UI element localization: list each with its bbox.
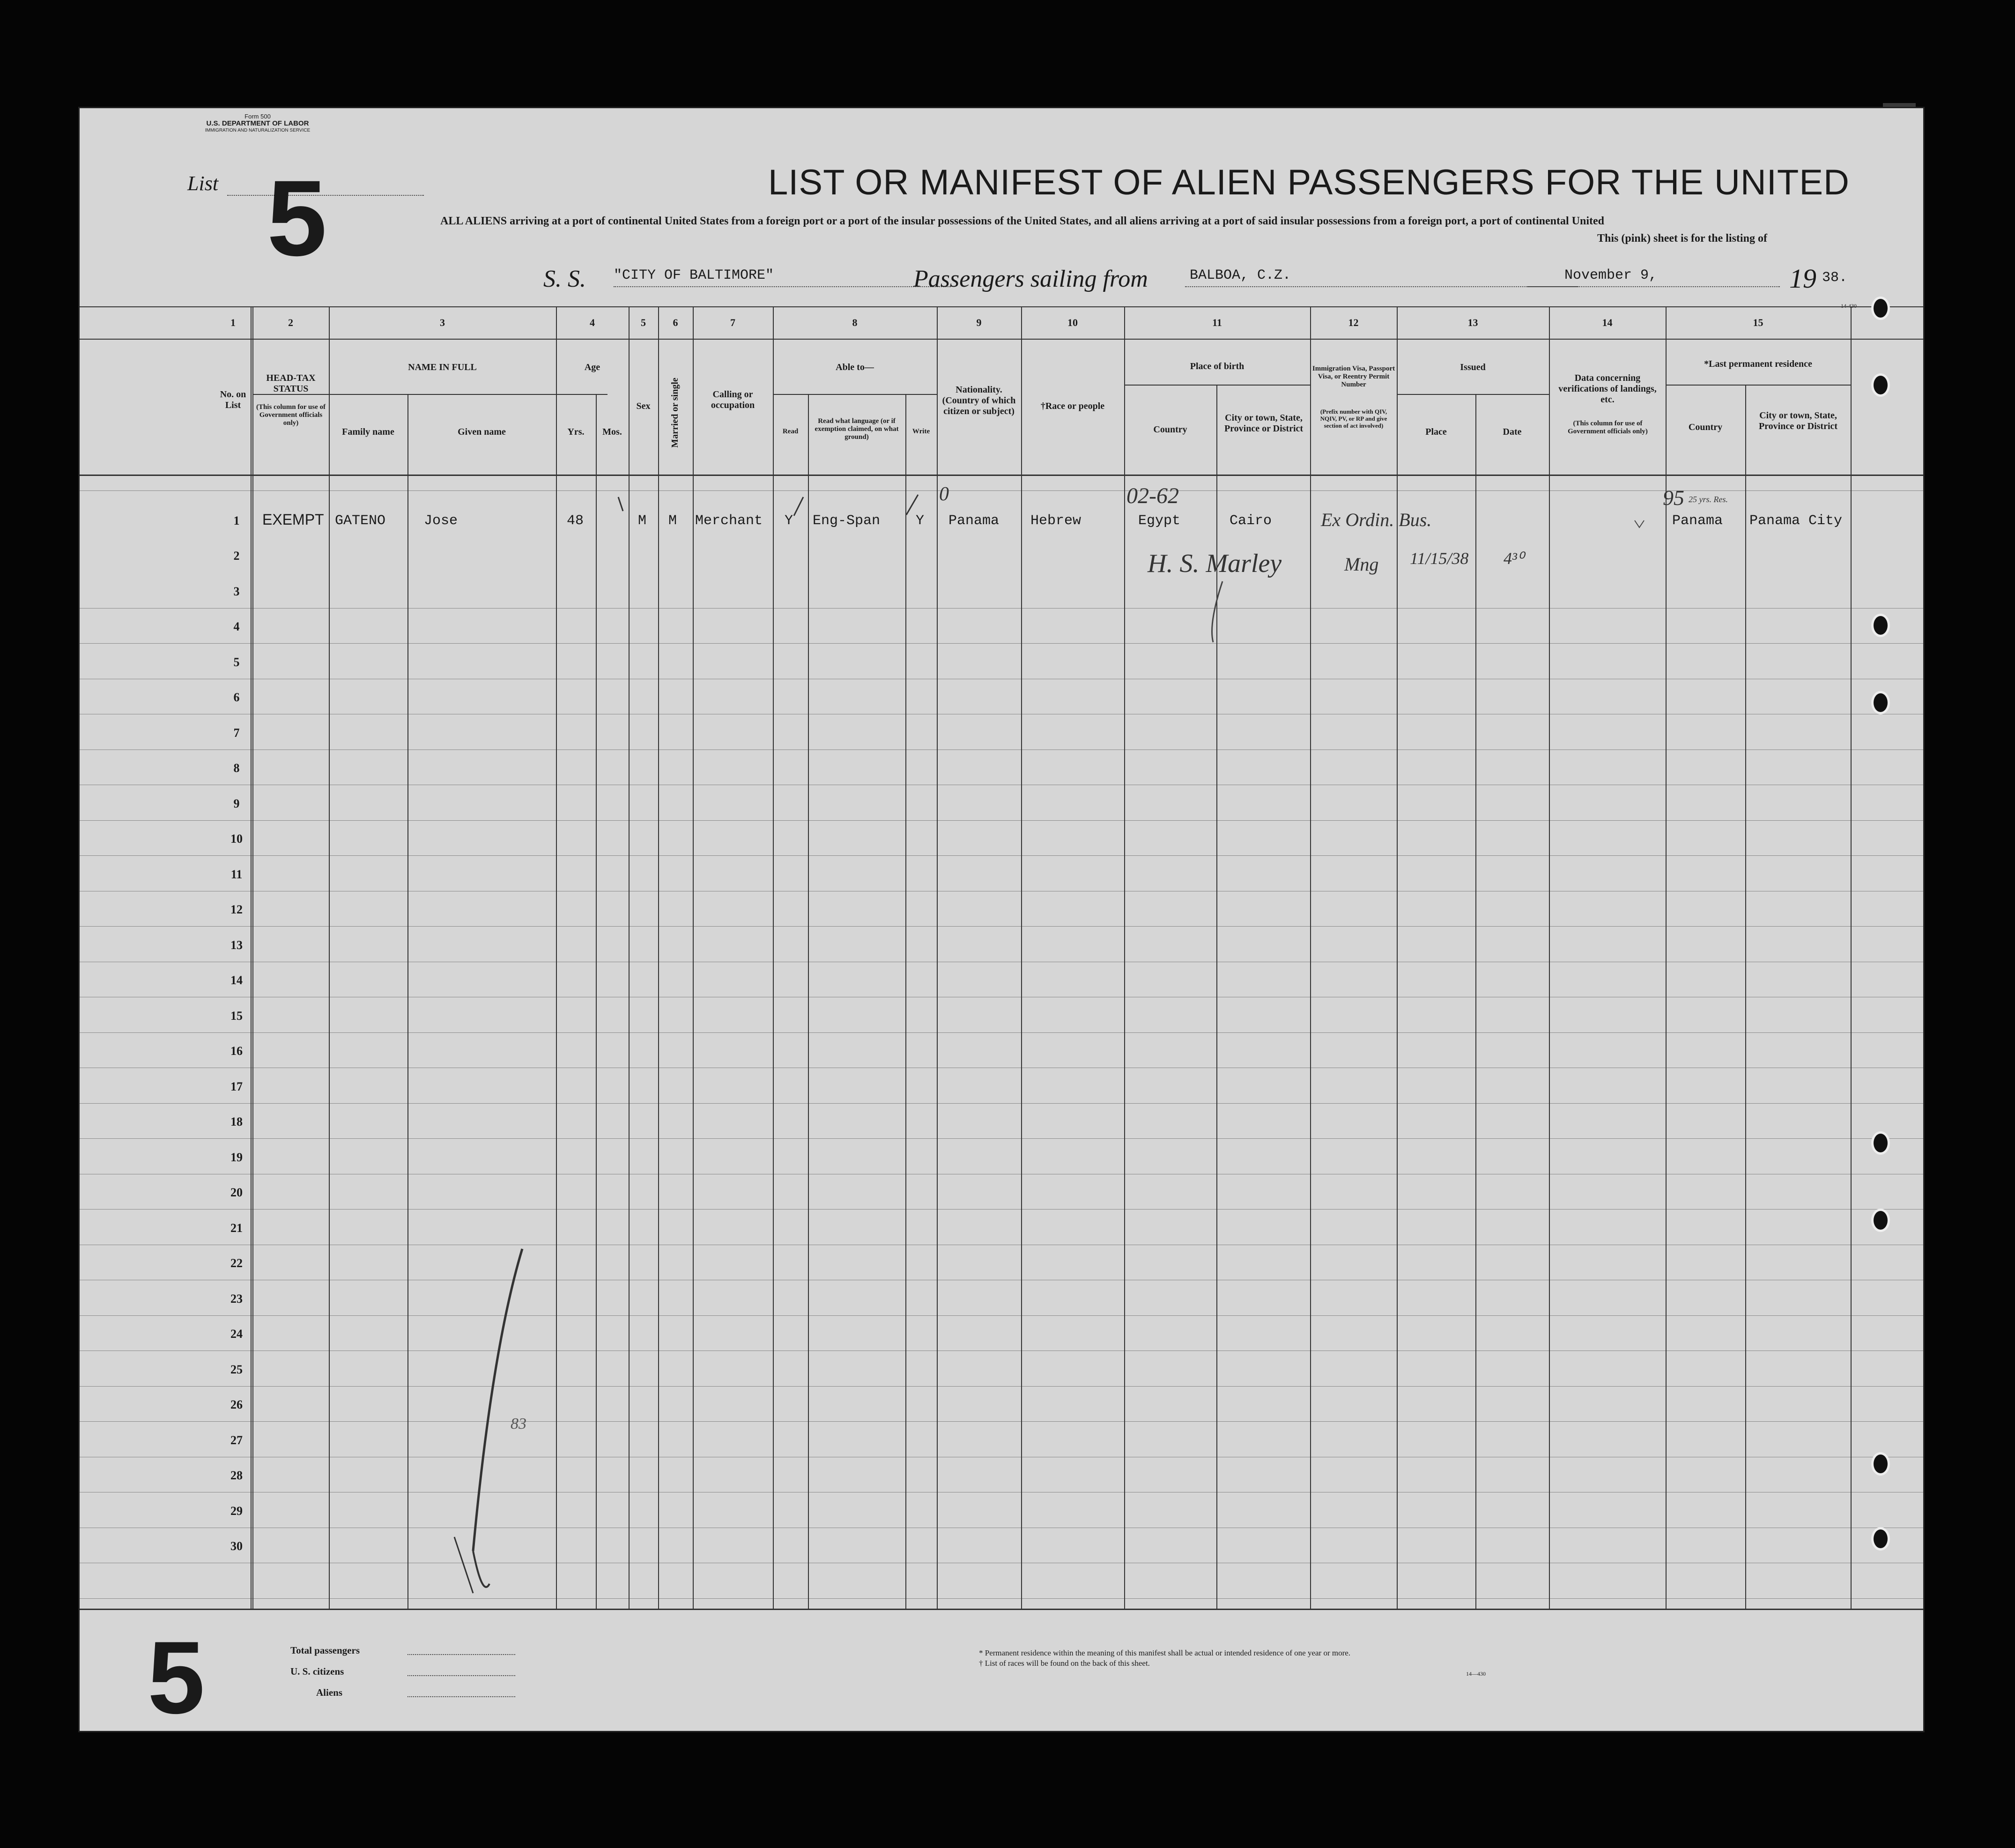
handwritten-date: 11/15/38 (1410, 549, 1469, 568)
header-last-residence: *Last permanent residence (1704, 359, 1812, 369)
row-number: 9 (233, 797, 240, 810)
sailing-date: November 9, (1564, 267, 1658, 283)
cell-family-name: GATENO (335, 513, 386, 529)
manifest-subtitle-1: ALL ALIENS arriving at a port of continental United States from a foreign port or a port of the insular possessions of the United States, and all aliens arriving at a port of said insular possessions from a foreign port, a port of continental United (440, 215, 1604, 227)
handwritten-signature-note: Mng (1344, 554, 1379, 575)
header-sex: Sex (636, 401, 651, 411)
row-number: 13 (230, 938, 243, 952)
colnum-11: 11 (1212, 317, 1222, 328)
cell-birth-city: Cairo (1230, 513, 1272, 529)
footnote-residence: * Permanent residence within the meaning of this manifest shall be actual or intended residence of one year or more. (979, 1648, 1351, 1657)
header-name-in-full: NAME IN FULL (408, 362, 477, 372)
binder-hole (1871, 1131, 1890, 1155)
row-number: 20 (230, 1186, 243, 1199)
row-number: 4 (233, 620, 240, 633)
manifest-sheet (78, 107, 1925, 1735)
sailing-label: Passengers sailing from (913, 266, 1148, 292)
row-number: 18 (230, 1115, 243, 1128)
header-age: Age (584, 362, 600, 372)
header-visa-note: (Prefix number with QIV, NQIV, PV, or RP and give section of act involved) (1320, 408, 1387, 429)
colnum-14: 14 (1602, 317, 1613, 328)
header-calling: Calling or occupation (711, 389, 755, 410)
ship-label: S. S. (543, 266, 586, 292)
colnum-12: 12 (1348, 317, 1359, 328)
form-code-top: 14-430 (1841, 303, 1857, 309)
citizens-dotline (407, 1675, 515, 1676)
binder-hole (1871, 614, 1890, 637)
row-number: 10 (230, 832, 243, 846)
colnum-15: 15 (1753, 317, 1763, 328)
row-number: 15 (230, 1009, 243, 1023)
row-number: 19 (230, 1150, 243, 1164)
header-birth-city: City or town, State, Province or District (1224, 413, 1304, 434)
header-age-yrs: Yrs. (567, 427, 585, 437)
colnum-2: 2 (288, 317, 293, 328)
colnum-5: 5 (641, 317, 646, 328)
row-number: 14 (230, 973, 243, 987)
colnum-4: 4 (590, 317, 595, 328)
colnum-8: 8 (852, 317, 858, 328)
list-number: 5 (267, 158, 327, 278)
row-number: 16 (230, 1044, 243, 1058)
handwritten-residence-note: 25 yrs. Res. (1689, 495, 1728, 504)
cell-res-city: Panama City (1749, 513, 1843, 529)
cell-given-name: Jose (424, 513, 458, 529)
row-number: 12 (230, 903, 243, 916)
colnum-7: 7 (730, 317, 735, 328)
handwritten-visa: Ex Ordin. Bus. (1321, 509, 1432, 530)
handwritten-residence: 95 (1663, 486, 1684, 510)
row-number: 30 (230, 1539, 243, 1553)
binder-hole (1871, 1209, 1890, 1232)
row-number: 23 (230, 1292, 243, 1306)
row-number: 22 (230, 1256, 243, 1270)
colnum-9: 9 (976, 317, 982, 328)
header-married: Married or single (670, 378, 680, 448)
handwritten-mark: 0 (939, 483, 949, 505)
manifest-title: LIST OR MANIFEST OF ALIEN PASSENGERS FOR THE UNITED (768, 163, 1850, 202)
row-number: 28 (230, 1469, 243, 1482)
row-number: 11 (230, 868, 243, 881)
header-res-country: Country (1688, 422, 1723, 432)
colnum-13: 13 (1467, 317, 1478, 328)
footer-aliens: Aliens (316, 1687, 343, 1698)
footer-list-number: 5 (148, 1620, 205, 1735)
header-given-name: Given name (458, 427, 506, 437)
binder-hole (1871, 297, 1890, 320)
header-read: Read (782, 428, 799, 435)
row-number: 29 (230, 1504, 243, 1518)
cell-occupation: Merchant (695, 513, 763, 529)
form-number: Form 500 (244, 113, 271, 120)
colnum-3: 3 (440, 317, 445, 328)
row-number: 27 (230, 1433, 243, 1447)
header-data-note: (This column for use of Government officials only) (1568, 420, 1648, 435)
cell-age-yrs: 48 (567, 513, 584, 529)
pen-marks (80, 108, 1923, 1734)
footnote-races: † List of races will be found on the back of this sheet. (979, 1659, 1150, 1668)
sailing-port: BALBOA, C.Z. (1190, 267, 1291, 283)
cell-birth-country: Egypt (1138, 513, 1181, 529)
header-race: †Race or people (1040, 401, 1105, 411)
service-name: IMMIGRATION AND NATURALIZATION SERVICE (205, 128, 311, 133)
header-write: Write (912, 428, 930, 435)
header-res-city: City or town, State, Province or District (1758, 410, 1838, 431)
row-number: 5 (233, 655, 240, 669)
cell-read: Y (785, 513, 793, 529)
handwritten-time: 4³⁰ (1504, 549, 1524, 568)
row-number: 6 (233, 690, 240, 704)
cell-write: Y (916, 513, 925, 529)
header-head-tax: HEAD-TAX STATUS (266, 373, 316, 394)
header-nationality: Nationality. (Country of which citizen or subject) (942, 385, 1016, 416)
stamp-number: 83 (511, 1415, 526, 1432)
header-family-name: Family name (342, 427, 394, 437)
row-number: 26 (230, 1398, 243, 1411)
header-able-to: Able to— (836, 362, 874, 372)
footer-us-citizens: U. S. citizens (290, 1666, 344, 1677)
header-no-on-list: No. on List (220, 389, 246, 410)
colnum-10: 10 (1067, 317, 1078, 328)
footer-total-passengers: Total passengers (290, 1645, 360, 1656)
cell-nationality: Panama (948, 513, 1000, 529)
header-birth-country: Country (1153, 424, 1187, 435)
header-data-concerning: Data concerning verifications of landings, etc. (1558, 373, 1657, 405)
row-number: 17 (230, 1080, 243, 1093)
year-suffix: 38. (1822, 270, 1848, 286)
row-number: 2 (233, 549, 240, 563)
binder-hole (1871, 373, 1890, 397)
colnum-6: 6 (673, 317, 678, 328)
header-place-of-birth: Place of birth (1190, 361, 1245, 371)
total-dotline (407, 1654, 515, 1655)
cell-race: Hebrew (1030, 513, 1082, 529)
header-read-language: Read what language (or if exemption claimed, on what ground) (815, 417, 899, 441)
row-number: 24 (230, 1327, 243, 1341)
footer-code: 14—430 (1466, 1670, 1486, 1677)
header-visa: Immigration Visa, Passport Visa, or Reentry Permit Number (1312, 365, 1395, 388)
binder-hole (1871, 691, 1890, 714)
cell-sex: M (638, 513, 647, 529)
header-age-mos: Mos. (602, 427, 622, 437)
aliens-dotline (407, 1696, 515, 1697)
ship-name: "CITY OF BALTIMORE" (614, 267, 774, 283)
handwritten-code: 02-62 (1126, 483, 1179, 508)
header-head-tax-note: (This column for use of Government officials only) (256, 403, 326, 427)
row-number: 3 (233, 585, 240, 598)
handwritten-signature: H. S. Marley (1148, 549, 1282, 578)
cell-language: Eng-Span (813, 513, 881, 529)
header-issued: Issued (1460, 362, 1486, 372)
cell-res-country: Panama (1672, 513, 1723, 529)
header-issued-place: Place (1425, 427, 1447, 437)
binder-hole (1871, 1527, 1890, 1551)
header-issued-date: Date (1503, 427, 1522, 437)
cell-head-tax: EXEMPT (262, 511, 324, 528)
colnum-1: 1 (230, 317, 236, 328)
row-number: 8 (233, 761, 240, 775)
row-number: 21 (230, 1221, 243, 1235)
department-name: U.S. DEPARTMENT OF LABOR (206, 119, 309, 127)
manifest-subtitle-2: This (pink) sheet is for the listing of (1597, 232, 1767, 245)
row-number: 7 (233, 726, 240, 740)
cell-married: M (668, 513, 677, 529)
binder-hole (1871, 1452, 1890, 1476)
row-number: 1 (233, 514, 240, 527)
list-label: List (187, 172, 219, 195)
row-number: 25 (230, 1363, 243, 1376)
year-prefix: 19 (1789, 263, 1816, 294)
